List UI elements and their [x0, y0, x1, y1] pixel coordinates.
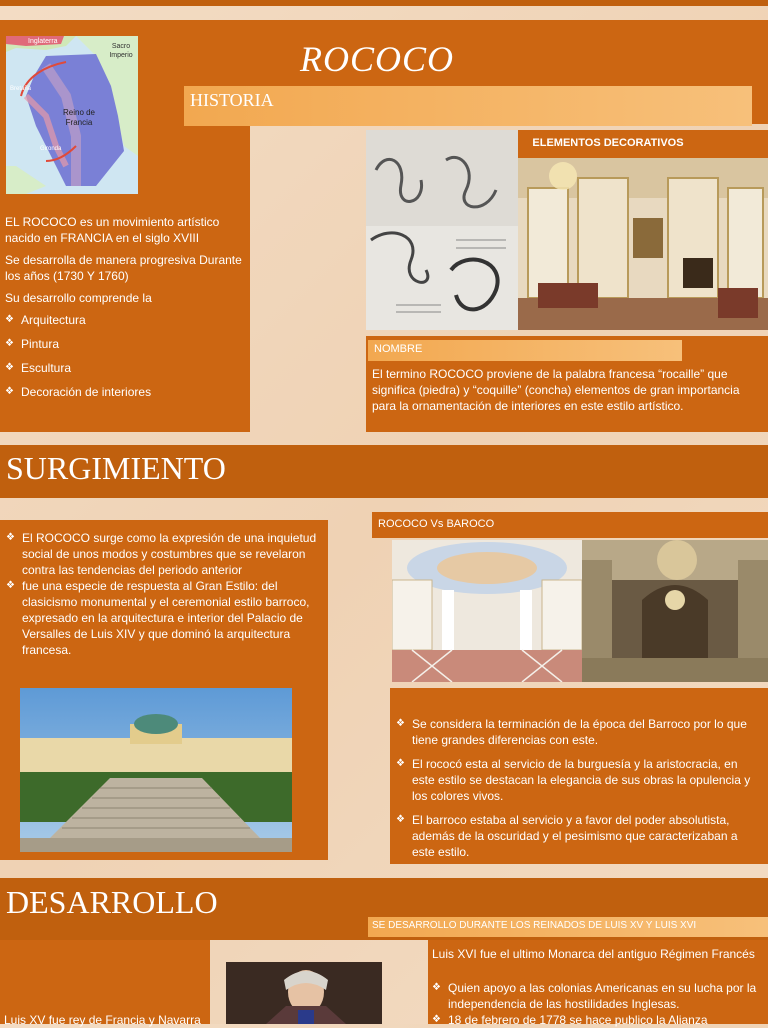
list-item: ❖ Escultura	[5, 360, 245, 376]
historia-text	[5, 214, 245, 408]
desarrollo-banner: SE DESARROLLO DURANTE LOS REINADOS DE LUIS XV Y LUIS XVI	[368, 917, 768, 937]
list-item: ❖ Arquitectura	[5, 312, 245, 328]
map-label-sacro-imperio: Sacro Imperio	[109, 43, 133, 59]
baroque-church-image	[582, 540, 768, 682]
top-band	[0, 0, 768, 6]
france-map	[6, 36, 138, 194]
rococo-library-image	[392, 540, 582, 682]
historia-p2: Se desarrolla de manera progresiva Durante los años (1730 Y 1760)	[5, 253, 242, 283]
vs-label: ROCOCO Vs BAROCO	[378, 518, 495, 530]
map-label-inglaterra: Inglaterra	[28, 38, 58, 45]
rococo-interior-image	[518, 158, 768, 330]
surgimiento-list	[6, 530, 324, 658]
elementos-label: ELEMENTOS DECORATIVOS	[532, 137, 684, 149]
historia-heading: HISTORIA	[184, 86, 752, 126]
luis16-text: Luis XVI fue el ultimo Monarca del antiguo Régimen Francés	[432, 947, 755, 961]
list-item: ❖ fue una especie de respuesta al Gran Estilo: del clasicismo monumental y el ceremonial estilo barroco, expresado en la arquitectura e interior del Palacio de Versalles de Luis XIV y que dominó la arquitectura francesa.	[6, 578, 324, 658]
surgimiento-heading: SURGIMIENTO	[6, 450, 226, 486]
list-item: ❖ Se considera la terminación de la época del Barroco por lo que tiene grandes diferencias con este.	[396, 716, 762, 748]
luis16-list	[432, 980, 766, 1028]
map-label-reino-francia: Reino de Francia	[62, 108, 96, 127]
map-label-gironda: Gironda	[40, 146, 62, 152]
list-item: ❖ Pintura	[5, 336, 245, 352]
ornament-sketches-image	[366, 130, 518, 330]
nombre-text: El termino ROCOCO proviene de la palabra francesa “rocaille” que significa (piedra) y “coquille” (concha) elementos de gran importancia para la ornamentación de interiores en este estilo artístico.	[372, 367, 740, 413]
historia-p3: Su desarrollo comprende la	[5, 291, 152, 305]
list-item: ❖ El rococó esta al servicio de la burguesía y la aristocracia, en este estilo se destacan la elegancia de sus obras la opulencia y los colores vivos.	[396, 756, 762, 804]
vs-list	[396, 716, 762, 860]
map-label-bretana: Bretaña	[10, 86, 32, 92]
page-title: ROCOCO	[300, 39, 455, 79]
list-item: ❖ El barroco estaba al servicio y a favor del poder absolutista, además de la oscuridad y el pesimismo que caracterizaban a este estilo.	[396, 812, 762, 860]
nombre-label: NOMBRE	[368, 340, 682, 361]
list-item: ❖ Decoración de interiores	[5, 384, 245, 400]
historia-list	[5, 312, 245, 400]
list-item: ❖ 18 de febrero de 1778 se hace publico la Alianza	[432, 1012, 766, 1028]
palace-image	[20, 688, 292, 852]
desarrollo-heading: DESARROLLO	[6, 884, 218, 920]
list-item: ❖ El ROCOCO surge como la expresión de una inquietud social de unos modos y costumbres que se revelaron contra las tendencias del periodo anterior	[6, 530, 324, 578]
list-item: ❖ Quien apoyo a las colonias Americanas en su lucha por la independencia de las hostilidades Inglesas.	[432, 980, 766, 1012]
luis15-text: Luis XV fue rey de Francia y Navarra	[4, 1013, 201, 1027]
louis-portrait-image	[226, 962, 382, 1024]
historia-p1: EL ROCOCO es un movimiento artístico nacido en FRANCIA en el siglo XVIII	[5, 215, 220, 245]
